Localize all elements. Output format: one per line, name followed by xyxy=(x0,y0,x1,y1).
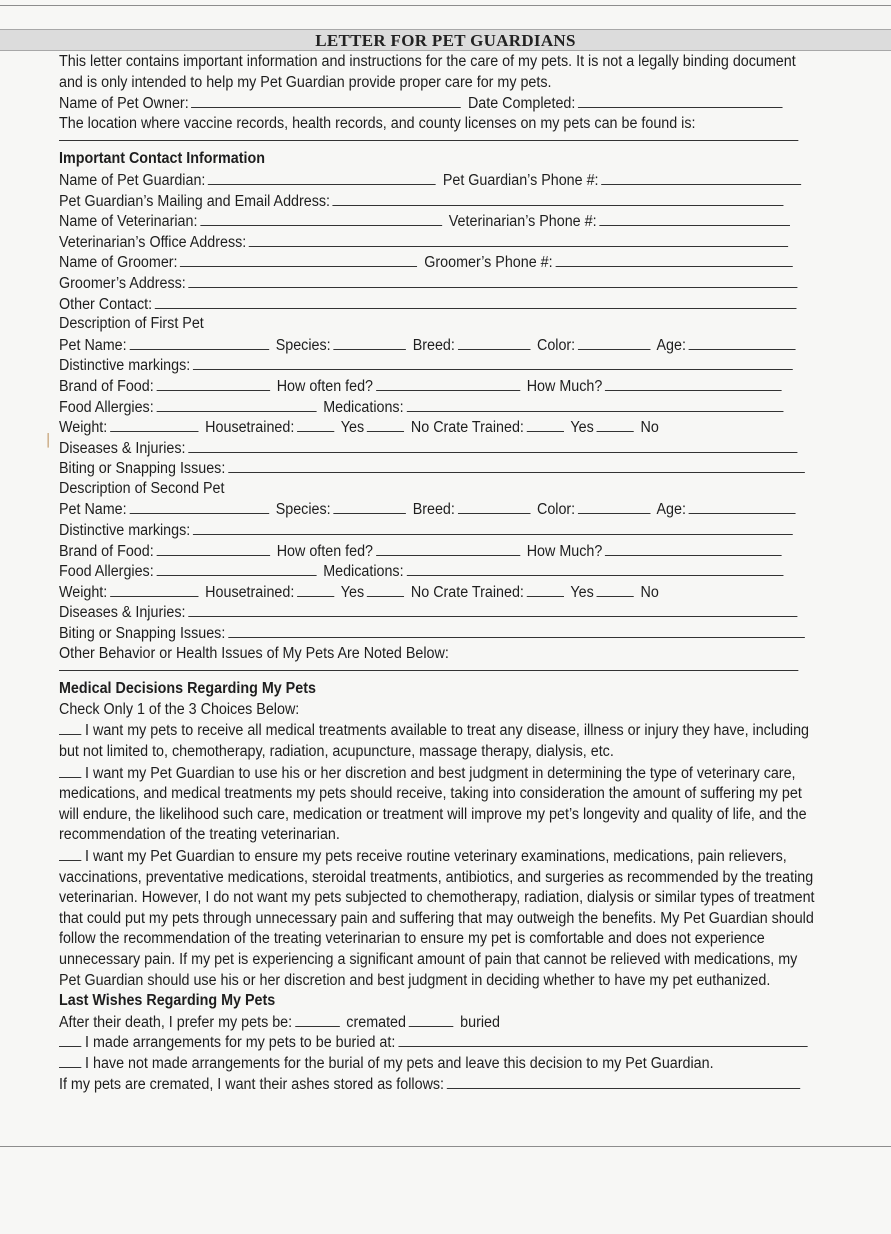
how-often-label: How often fed? xyxy=(276,542,374,560)
second-pet-markings-row xyxy=(59,520,822,541)
allergies-label: Food Allergies: xyxy=(59,398,154,416)
how-often-field[interactable] xyxy=(376,541,520,556)
species-field[interactable] xyxy=(333,335,406,350)
guardian-address-row xyxy=(59,191,822,212)
age-label: Age: xyxy=(656,336,686,354)
arranged-label: I made arrangements for my pets to be buried at: xyxy=(85,1034,396,1052)
guardian-name-label: Name of Pet Guardian: xyxy=(59,171,206,189)
second-pet-id-row xyxy=(59,499,822,520)
how-much-label: How Much? xyxy=(526,542,603,560)
first-pet-diseases-row xyxy=(59,438,822,459)
bottom-rule xyxy=(0,1146,891,1147)
not-arranged-check[interactable] xyxy=(59,1053,81,1068)
choice-1-check[interactable] xyxy=(59,720,81,735)
allergies-label: Food Allergies: xyxy=(59,563,154,581)
ashes-label: If my pets are cremated, I want their ashes stored as follows: xyxy=(59,1075,445,1093)
other-contact-label: Other Contact: xyxy=(59,295,153,313)
first-pet-weight-row xyxy=(59,417,822,438)
vet-address-field[interactable] xyxy=(249,232,788,247)
crate-no-check[interactable] xyxy=(597,582,634,597)
no-crate-label: No Crate Trained: xyxy=(410,419,524,437)
yes-label: Yes xyxy=(340,583,365,601)
guardian-phone-label: Pet Guardian’s Phone #: xyxy=(442,171,599,189)
choice-2-check[interactable] xyxy=(59,763,81,778)
arranged-row xyxy=(59,1032,822,1053)
guardian-row xyxy=(59,170,822,191)
top-rule xyxy=(0,5,891,6)
weight-field[interactable] xyxy=(110,417,198,432)
how-much-field[interactable] xyxy=(605,541,782,556)
vet-phone-label: Veterinarian’s Phone #: xyxy=(448,213,597,231)
second-pet-weight-row xyxy=(59,582,822,603)
burial-location-field[interactable] xyxy=(398,1032,807,1047)
biting-field[interactable] xyxy=(228,623,805,638)
pet-name-field[interactable] xyxy=(129,335,269,350)
allergies-field[interactable] xyxy=(156,561,316,576)
food-brand-label: Brand of Food: xyxy=(59,377,154,395)
housetrained-label: Housetrained: xyxy=(205,583,295,601)
markings-label: Distinctive markings: xyxy=(59,357,191,375)
yes-label: Yes xyxy=(570,583,594,601)
other-issues-label: Other Behavior or Health Issues of My Pets Are Noted Below: xyxy=(59,644,449,662)
medical-instruction: Check Only 1 of the 3 Choices Below: xyxy=(59,700,300,718)
vet-name-label: Name of Veterinarian: xyxy=(59,213,198,231)
date-field[interactable] xyxy=(578,93,783,108)
biting-label: Biting or Snapping Issues: xyxy=(59,625,226,643)
medications-label: Medications: xyxy=(323,563,404,581)
breed-label: Breed: xyxy=(412,501,455,519)
vet-name-field[interactable] xyxy=(200,211,442,226)
age-label: Age: xyxy=(656,501,686,519)
groomer-phone-label: Groomer’s Phone #: xyxy=(424,254,553,272)
how-much-label: How Much? xyxy=(526,377,603,395)
color-label: Color: xyxy=(536,501,576,519)
housetrained-yes-check[interactable] xyxy=(297,417,334,432)
groomer-phone-field[interactable] xyxy=(555,252,792,267)
groomer-address-row xyxy=(59,273,822,294)
vet-phone-field[interactable] xyxy=(599,211,790,226)
yes-label: Yes xyxy=(340,419,365,437)
other-contact-row xyxy=(59,294,822,315)
weight-label: Weight: xyxy=(59,419,108,437)
intro-text: This letter contains important information and instructions for the care of my pets. It is not a legally binding document and is only intended to help my Pet Guardian provide proper care for my pets. xyxy=(59,53,796,91)
crate-no-check[interactable] xyxy=(597,417,634,432)
first-pet-markings-row xyxy=(59,355,822,376)
choice-1-text: I want my pets to receive all medical treatments available to treat any disease, illness or injury they have, including but not limited to, chemotherapy, radiation, acupuncture, massage therapy, dialysis, etc. xyxy=(59,722,810,760)
markings-field[interactable] xyxy=(193,520,793,535)
guardian-phone-field[interactable] xyxy=(601,170,801,185)
not-arranged-label: I have not made arrangements for the burial of my pets and leave this decision to my Pet Guardian. xyxy=(85,1054,714,1072)
diseases-label: Diseases & Injuries: xyxy=(59,604,186,622)
guardian-address-field[interactable] xyxy=(333,191,784,206)
medical-choice-2 xyxy=(59,763,822,846)
diseases-field[interactable] xyxy=(188,602,797,617)
diseases-label: Diseases & Injuries: xyxy=(59,439,186,457)
housetrained-label: Housetrained: xyxy=(205,419,295,437)
groomer-name-label: Name of Groomer: xyxy=(59,254,178,272)
pet-name-label: Pet Name: xyxy=(59,501,127,519)
species-field[interactable] xyxy=(333,499,406,514)
choice-3-check[interactable] xyxy=(59,846,81,861)
housetrained-yes-check[interactable] xyxy=(297,582,334,597)
first-pet-heading: Description of First Pet xyxy=(59,315,204,333)
how-often-label: How often fed? xyxy=(276,377,374,395)
allergies-field[interactable] xyxy=(156,397,316,412)
choice-2-text: I want my Pet Guardian to use his or her discretion and best judgment in determining the type of veterinary care, medications, and medical treatments my pets should receive, taking into consideration the amount of suffering my pet will endure, the likelihood such care, medication or treatment will improve my pet’s longevity and quality of life, and the recommendation of the treating veterinarian. xyxy=(59,764,807,844)
groomer-name-field[interactable] xyxy=(180,252,417,267)
medications-field[interactable] xyxy=(406,561,783,576)
food-brand-field[interactable] xyxy=(156,376,269,391)
age-field[interactable] xyxy=(689,335,796,350)
pet-name-label: Pet Name: xyxy=(59,336,127,354)
species-label: Species: xyxy=(275,501,331,519)
weight-field[interactable] xyxy=(110,582,198,597)
color-field[interactable] xyxy=(578,335,651,350)
markings-field[interactable] xyxy=(193,355,793,370)
diseases-field[interactable] xyxy=(188,438,797,453)
second-pet-diseases-row xyxy=(59,602,822,623)
second-pet-biting-row xyxy=(59,623,822,644)
letter-body xyxy=(59,52,822,1094)
second-pet-heading: Description of Second Pet xyxy=(59,479,225,497)
second-pet-allergies-row xyxy=(59,561,822,582)
ashes-row xyxy=(59,1074,822,1095)
color-field[interactable] xyxy=(578,499,651,514)
first-pet-food-row xyxy=(59,376,822,397)
buried-label: buried xyxy=(460,1013,500,1031)
housetrained-no-check[interactable] xyxy=(367,417,404,432)
cremated-check[interactable] xyxy=(295,1012,340,1027)
arranged-check[interactable] xyxy=(59,1032,81,1047)
margin-mark-icon: │ xyxy=(45,433,53,447)
other-contact-field[interactable] xyxy=(155,294,797,309)
records-label: The location where vaccine records, health records, and county licenses on my pets can be found is: xyxy=(59,114,696,132)
medications-label: Medications: xyxy=(323,398,404,416)
biting-field[interactable] xyxy=(228,458,805,473)
first-pet-id-row xyxy=(59,335,822,356)
second-pet-food-row xyxy=(59,541,822,562)
breed-field[interactable] xyxy=(458,499,531,514)
prefer-label: After their death, I prefer my pets be: xyxy=(59,1013,293,1031)
vet-address-row xyxy=(59,232,822,253)
first-pet-biting-row xyxy=(59,458,822,479)
document-title: LETTER FOR PET GUARDIANS xyxy=(0,29,891,51)
medical-choice-1 xyxy=(59,720,822,762)
groomer-row xyxy=(59,252,822,273)
owner-row xyxy=(59,93,822,114)
no-crate-label: No Crate Trained: xyxy=(410,583,524,601)
housetrained-no-check[interactable] xyxy=(367,582,404,597)
no-label: No xyxy=(640,419,659,437)
species-label: Species: xyxy=(275,336,331,354)
food-brand-label: Brand of Food: xyxy=(59,542,154,560)
yes-label: Yes xyxy=(570,419,594,437)
groomer-address-field[interactable] xyxy=(189,273,798,288)
vet-address-label: Veterinarian’s Office Address: xyxy=(59,233,247,251)
no-label: No xyxy=(640,583,659,601)
contact-heading: Important Contact Information xyxy=(59,150,265,168)
crate-yes-check[interactable] xyxy=(527,582,564,597)
breed-label: Breed: xyxy=(412,336,455,354)
age-field[interactable] xyxy=(689,499,796,514)
food-brand-field[interactable] xyxy=(156,541,269,556)
owner-field[interactable] xyxy=(191,93,461,108)
how-much-field[interactable] xyxy=(605,376,782,391)
preference-row xyxy=(59,1012,822,1033)
not-arranged-row xyxy=(59,1053,822,1074)
first-pet-allergies-row xyxy=(59,397,822,418)
medical-heading: Medical Decisions Regarding My Pets xyxy=(59,680,316,698)
breed-field[interactable] xyxy=(458,335,531,350)
pet-name-field[interactable] xyxy=(129,499,269,514)
color-label: Color: xyxy=(536,336,576,354)
crate-yes-check[interactable] xyxy=(527,417,564,432)
buried-check[interactable] xyxy=(409,1012,454,1027)
last-wishes-heading: Last Wishes Regarding My Pets xyxy=(59,992,276,1010)
medical-choice-3 xyxy=(59,846,822,991)
guardian-address-label: Pet Guardian’s Mailing and Email Address: xyxy=(59,192,331,210)
owner-label: Name of Pet Owner: xyxy=(59,95,189,113)
weight-label: Weight: xyxy=(59,583,108,601)
vet-row xyxy=(59,211,822,232)
markings-label: Distinctive markings: xyxy=(59,522,191,540)
biting-label: Biting or Snapping Issues: xyxy=(59,460,226,478)
guardian-name-field[interactable] xyxy=(208,170,436,185)
cremated-label: cremated xyxy=(346,1013,406,1031)
ashes-field[interactable] xyxy=(447,1074,800,1089)
medications-field[interactable] xyxy=(406,397,783,412)
choice-3-text: I want my Pet Guardian to ensure my pets receive routine veterinary examinations, medications, pain relievers, vaccinations, preventative medications, steroidal treatments, antibiotics, and surgeries as recommended by the treating veterinarian. However, I do not want my pets subjected to chemotherapy, radiation, dialysis or similar types of treatment that could put my pets through unnecessary pain and suffering that may outweigh the benefits. My Pet Guardian should follow the recommendation of the treating veterinarian to ensure my pet is comfortable and does not experience unnecessary pain. If my pet is experiencing a significant amount of pain that cannot be relieved with medications, my Pet Guardian should use his or her discretion and best judgment in deciding whether to have my pet euthanized. xyxy=(59,847,815,989)
how-often-field[interactable] xyxy=(376,376,520,391)
date-label: Date Completed: xyxy=(467,95,576,113)
groomer-address-label: Groomer’s Address: xyxy=(59,274,186,292)
